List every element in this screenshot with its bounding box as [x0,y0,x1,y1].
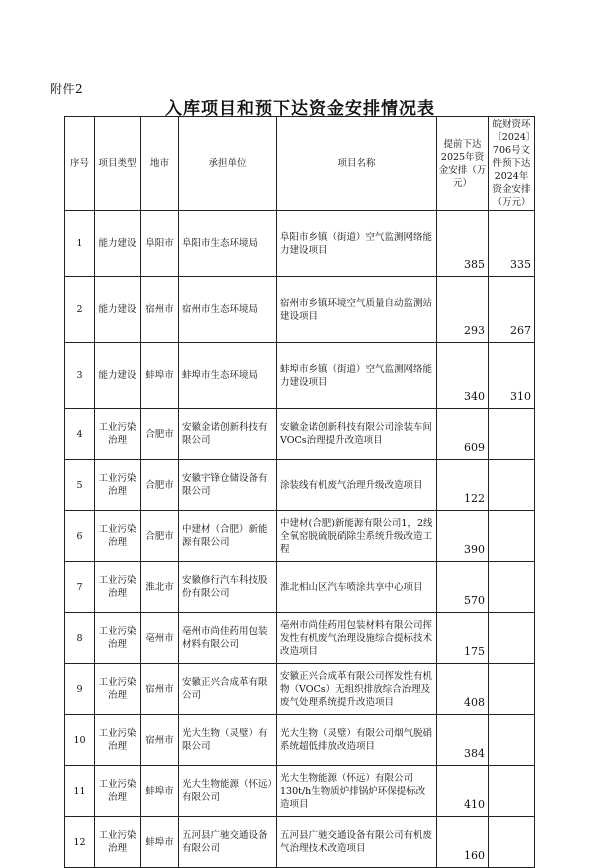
cell-unit: 光大生物能源（怀远）有限公司 [179,766,277,817]
table-header-row [65,117,535,211]
cell-type: 工业污染治理 [95,766,141,817]
table-row [65,613,535,664]
cell-fund-2025: 385 [437,211,489,277]
table-row [65,664,535,715]
cell-no: 1 [65,211,95,277]
cell-city: 蚌埠市 [141,817,179,868]
cell-project-name: 光大生物能源（怀远）有限公司130t/h生物质炉排锅炉环保提标改造项目 [277,766,437,817]
cell-unit: 蚌埠市生态环境局 [179,343,277,409]
header-unit: 承担单位 [179,117,277,211]
cell-project-name: 涂装线有机废气治理升级改造项目 [277,460,437,511]
cell-type: 工业污染治理 [95,511,141,562]
cell-unit: 安徽正兴合成革有限公司 [179,664,277,715]
page-title: 入库项目和预下达资金安排情况表 [165,99,435,119]
table-row [65,460,535,511]
cell-fund-2025: 390 [437,511,489,562]
cell-project-name: 安徽金诺创新科技有限公司涂装车间VOCs治理提升改造项目 [277,409,437,460]
cell-no: 2 [65,277,95,343]
cell-fund-2024 [489,460,535,511]
cell-type: 能力建设 [95,211,141,277]
cell-type: 工业污染治理 [95,460,141,511]
cell-fund-2025: 609 [437,409,489,460]
cell-city: 蚌埠市 [141,343,179,409]
cell-no: 6 [65,511,95,562]
cell-city: 亳州市 [141,613,179,664]
cell-fund-2024 [489,562,535,613]
cell-type: 能力建设 [95,343,141,409]
cell-city: 宿州市 [141,664,179,715]
table-row [65,409,535,460]
table-row [65,817,535,868]
cell-fund-2024: 335 [489,211,535,277]
cell-no: 9 [65,664,95,715]
cell-city: 蚌埠市 [141,766,179,817]
cell-unit: 阜阳市生态环境局 [179,211,277,277]
cell-project-name: 阜阳市乡镇（街道）空气监测网络能力建设项目 [277,211,437,277]
cell-type: 工业污染治理 [95,409,141,460]
cell-type: 工业污染治理 [95,562,141,613]
header-name: 项目名称 [277,117,437,211]
cell-fund-2025: 384 [437,715,489,766]
cell-project-name: 淮北相山区汽车喷涂共享中心项目 [277,562,437,613]
cell-city: 阜阳市 [141,211,179,277]
cell-city: 合肥市 [141,511,179,562]
header-city: 地市 [141,117,179,211]
cell-fund-2024 [489,766,535,817]
cell-city: 淮北市 [141,562,179,613]
cell-city: 宿州市 [141,715,179,766]
cell-no: 7 [65,562,95,613]
cell-fund-2024: 267 [489,277,535,343]
table-row [65,562,535,613]
cell-fund-2025: 122 [437,460,489,511]
table-row [65,343,535,409]
cell-unit: 五河县广驰交通设备有限公司 [179,817,277,868]
cell-fund-2024 [489,664,535,715]
header-no: 序号 [65,117,95,211]
table-row [65,211,535,277]
cell-project-name: 光大生物（灵璧）有限公司烟气脱硝系统超低排放改造项目 [277,715,437,766]
cell-project-name: 中建材(合肥)新能源有限公司1，2线全氧窑脱硫脱硝除尘系统升级改造工程 [277,511,437,562]
cell-fund-2025: 410 [437,766,489,817]
cell-type: 工业污染治理 [95,715,141,766]
cell-unit: 光大生物（灵璧）有限公司 [179,715,277,766]
cell-unit: 宿州市生态环境局 [179,277,277,343]
cell-fund-2025: 293 [437,277,489,343]
fund-table [64,116,535,868]
attachment-label: 附件2 [50,82,84,96]
header-fund-2024: 皖财资环〔2024〕706号文件预下达2024年资金安排（万元） [489,117,535,211]
table-row [65,715,535,766]
table-row [65,511,535,562]
cell-city: 宿州市 [141,277,179,343]
cell-unit: 安徽金诺创新科技有限公司 [179,409,277,460]
cell-type: 工业污染治理 [95,664,141,715]
cell-type: 工业污染治理 [95,817,141,868]
cell-project-name: 安徽正兴合成革有限公司挥发性有机物（VOCs）无组织排放综合治理及废气处理系统提升改造项目 [277,664,437,715]
cell-no: 5 [65,460,95,511]
cell-no: 3 [65,343,95,409]
cell-fund-2025: 175 [437,613,489,664]
cell-fund-2025: 160 [437,817,489,868]
cell-city: 合肥市 [141,460,179,511]
cell-unit: 安徽宇锋仓储设备有限公司 [179,460,277,511]
cell-fund-2025: 408 [437,664,489,715]
cell-no: 11 [65,766,95,817]
cell-project-name: 宿州市乡镇环境空气质量自动监测站建设项目 [277,277,437,343]
header-fund-2025: 提前下达2025年资金安排（万元） [437,117,489,211]
cell-no: 8 [65,613,95,664]
table-row [65,277,535,343]
table-row [65,766,535,817]
cell-fund-2024 [489,715,535,766]
cell-project-name: 亳州市尚佳药用包装材料有限公司挥发性有机废气治理设施综合提标技术改造项目 [277,613,437,664]
cell-fund-2024: 310 [489,343,535,409]
cell-fund-2025: 340 [437,343,489,409]
cell-unit: 亳州市尚佳药用包装材料有限公司 [179,613,277,664]
cell-type: 能力建设 [95,277,141,343]
cell-project-name: 蚌埠市乡镇（街道）空气监测网络能力建设项目 [277,343,437,409]
cell-fund-2024 [489,817,535,868]
cell-fund-2024 [489,409,535,460]
cell-fund-2024 [489,511,535,562]
cell-no: 12 [65,817,95,868]
cell-project-name: 五河县广驰交通设备有限公司有机废气治理技术改造项目 [277,817,437,868]
cell-type: 工业污染治理 [95,613,141,664]
cell-no: 10 [65,715,95,766]
cell-fund-2025: 570 [437,562,489,613]
header-type: 项目类型 [95,117,141,211]
cell-city: 合肥市 [141,409,179,460]
cell-fund-2024 [489,613,535,664]
cell-no: 4 [65,409,95,460]
cell-unit: 中建材（合肥）新能源有限公司 [179,511,277,562]
cell-unit: 安徽修行汽车科技股份有限公司 [179,562,277,613]
